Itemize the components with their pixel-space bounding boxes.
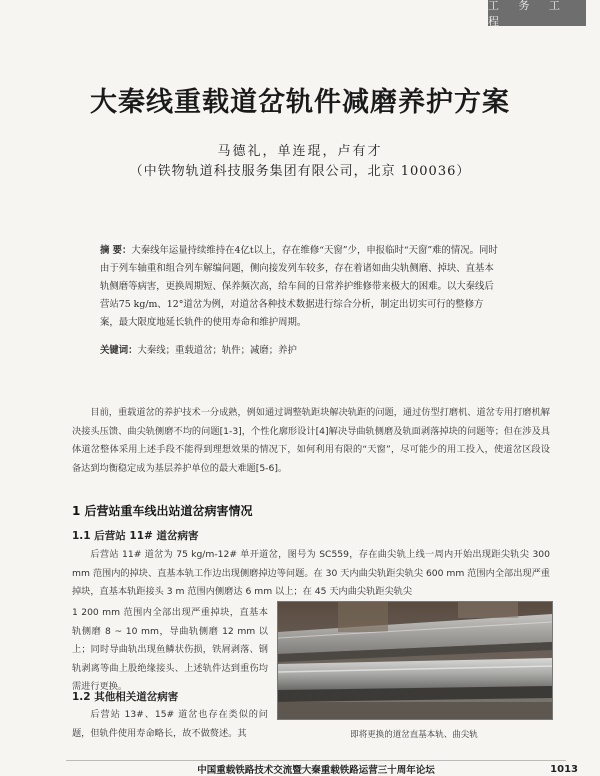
subsection-heading-1-1: 1.1 后营站 11# 道岔病害: [72, 530, 199, 542]
figure-caption: 即将更换的道岔直基本轨、曲尖轨: [350, 730, 478, 740]
affiliation: （中铁物轨道科技服务集团有限公司，北京 100036）: [129, 164, 471, 179]
keywords-text: 大秦线；重载道岔；轨件；减磨；养护: [137, 345, 297, 356]
paper-title: 大秦线重载道岔轨件减磨养护方案: [90, 87, 510, 118]
rail-photo-illustration: [278, 602, 552, 719]
keywords: [100, 342, 500, 356]
subsection-1-1-text-continued: 1 200 mm 范围内全部出现严重掉块，直基本轨侧磨 8 ~ 10 mm，导曲轨侧磨 12 mm 以上；同时导曲轨出现鱼鳞状伤损，铁屑剥落、钢轨剥离等曲上股绝缘接头、上述轨件达到重伤均需进行更换。: [72, 607, 268, 693]
subsection-1-2-text: 后营站 13#、15# 道岔也存在类似的问题，但轨件使用寿命略长，故不做赘述。其: [72, 709, 268, 739]
abstract-text: 大秦线年运量持续维持在4亿t以上，存在维修“天窗”少，申报临时“天窗”难的情况。同时由于列车轴重和组合列车解编问题，侧向接发列车较多，存在着诸如曲尖轨侧磨、掉块、直基本轨侧磨等病害，更换周期短、保养频次高，给车间的日常养护维修带来极大的困难。以大秦线后营站75 kg/m、12°道岔为例，对道岔各种技术数据进行综合分析，制定出切实可行的整修方案，最大限度地延长轨件的使用寿命和维护周期。: [100, 245, 498, 328]
abstract-label: 摘 要：: [100, 245, 132, 256]
subsection-heading-1-2: 1.2 其他相关道岔病害: [72, 691, 179, 703]
section-heading-1: 1 后营站重车线出站道岔病害情况: [72, 504, 253, 518]
rail-photo: [277, 601, 553, 720]
footer-text: 中国重载铁路技术交流暨大秦重载铁路运营三十周年论坛: [197, 765, 435, 776]
section-tab: 工 务 工 程: [488, 0, 586, 26]
footer-rule: [66, 760, 566, 761]
authors: 马德礼，单连琨，卢有才: [217, 144, 383, 159]
page-number: 1013: [550, 764, 578, 775]
abstract: [100, 242, 500, 332]
intro-paragraph: 目前，重载道岔的养护技术一分成熟，例如通过调整轨距块解决轨距的问题，通过仿型打磨机、道岔专用打磨机解决接头压馈、曲尖轨侧磨不均的问题[1-3]，个性化廓形设计[4]解决导曲轨侧磨及轨面剥落掉块的问题等；但在涉及具体道岔整体采用上述手段不能得到理想效果的情况下，如何利用有限的“天窗”，尽可能少的用工投入，使道岔区段设备达到均衡稳定成为基层养护单位的最大难题[5-6]。: [72, 407, 550, 474]
subsection-1-1-text: 后营站 11# 道岔为 75 kg/m-12# 单开道岔，图号为 SC559，存在曲尖轨上线一周内开始出现距尖轨尖 300 mm 范围内的掉块、直基本轨工作边出现侧磨掉边等问题。在 30 天内曲尖轨距尖轨尖 600 mm 范围内全部出现严重掉块，直基本轨距接头 3 m 范围内侧磨达 6 mm 以上；在 45 天内曲尖轨距尖轨尖: [72, 549, 550, 598]
keywords-label: 关键词：: [100, 345, 138, 356]
